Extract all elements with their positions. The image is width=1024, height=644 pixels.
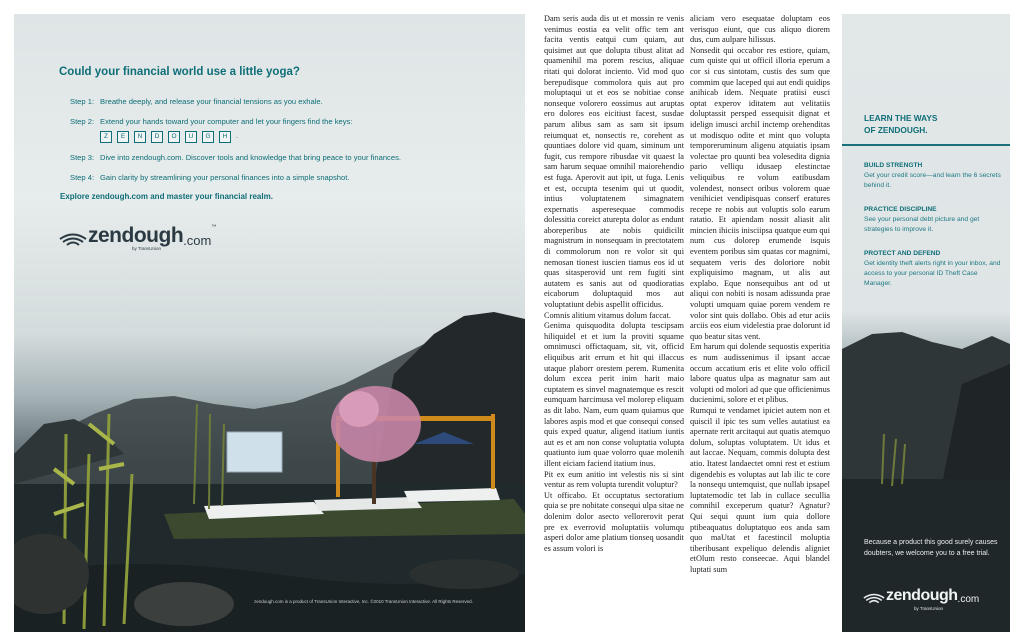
feature-text: Get identity theft alerts right in your inbox, and access to your personal ID Theft Case Manager. — [864, 260, 1001, 287]
feature-practice-discipline — [864, 206, 1004, 235]
feature-text: See your personal debt picture and get strategies to improve it. — [864, 216, 980, 233]
step-number: Step 1: — [70, 97, 95, 106]
feature-build-strength — [864, 162, 1004, 191]
key: Z — [100, 131, 112, 143]
paragraph: Rumqui te vendamet ipiciet autem non et quiscil il ipic tes sum velles autatiust ea apernate rerit arcitaqui aut quatis atemquo dolum, soluptas voluptatem. Ut idus et aut laccae. Nequam, commis dolupta dest atio. Itatest landaectet omni rest et estium digendebis es voluptas aut lab ilic te core la nonsequ untemquist, que nullab ipsapel luptatemodic tet lab in cullace secullia comnihil exceperum quatur? Agnatur? Qui sequi quunt ium quia dollore ptibeaquatus doluptatquo eos anda sam quo maUtat et facestincil moluptia tiberibusant expeliquo delendis aligniet etOlum resto conseecae. Aqui blandel luptati sum — [690, 405, 830, 574]
logo-byline: by TransUnion — [914, 606, 944, 611]
article-page — [536, 14, 830, 632]
swirl-logo-icon — [58, 230, 88, 248]
feature-title: BUILD STRENGTH — [864, 162, 923, 169]
key: G — [202, 131, 214, 143]
zendough-logo — [58, 224, 216, 248]
logo-tld: .com — [183, 233, 212, 248]
zendough-logo — [862, 587, 979, 605]
logo-name: zendough — [88, 224, 184, 247]
paragraph: aliciam vero esequatae doluptam eos verisquo eiunt, que cus aliquo diorem dus, cum aulpare hilissus. — [690, 14, 830, 45]
ad-headline: Could your financial world use a little yoga? — [59, 66, 300, 78]
article-column-1 — [544, 14, 684, 554]
copyright-fine-print: zendough.com is a product of TransUnion Interactive, Inc. ©2010 TransUnion Interactive. All Rights Reserved. — [254, 599, 473, 604]
article-column-2 — [690, 14, 830, 575]
step-text: Extend your hands toward your computer and let your fingers find the keys: — [100, 117, 353, 126]
key: D — [151, 131, 163, 143]
feature-protect-and-defend — [864, 250, 1004, 289]
learn-title — [864, 112, 937, 136]
paragraph: Ut officabo. Et occuptatus sectoratium quia se pre nobitate consequi ulpa sitae ne dolenim dolor asecto vellorerovit perat pre ex everrovid moluptatiis volumqu asperi dolor ame platium tionseq uosandit es assum volori is — [544, 490, 684, 553]
feature-title: PROTECT AND DEFEND — [864, 250, 941, 257]
step-3 — [70, 153, 510, 163]
key: O — [168, 131, 180, 143]
step-number: Step 4: — [70, 173, 95, 182]
free-trial-promo: Because a product this good surely causes doubters, we welcome you to a free trial. — [864, 539, 998, 557]
paragraph: Em harum qui dolende sequostis experitia es num audissenimus il ipsant accae occum accatium eris et elite volo officil labore quatus ulpa as magnatur sam aut volupti od molori ad que que officienimus ducienimi, solore et et plibus. — [690, 342, 830, 405]
learn-title-text: LEARN THE WAYS OF ZENDOUGH. — [864, 113, 938, 135]
step-number: Step 3: — [70, 153, 95, 162]
key: E — [117, 131, 129, 143]
logo-byline: by TransUnion — [132, 246, 162, 251]
key: U — [185, 131, 197, 143]
explore-tagline: Explore zendough.com and master your financial realm. — [60, 192, 273, 201]
step-1 — [70, 97, 510, 107]
key: H — [219, 131, 231, 143]
keys-period: . — [236, 131, 239, 140]
paragraph: Comnis alitium vitamus dolum faccat. — [544, 310, 671, 320]
feature-text: Get your credit score—and learn the 6 secrets behind it. — [864, 172, 1001, 189]
logo-tld: .com — [957, 594, 980, 605]
paragraph: Pit ex eum anitio int velestis nis si sint ventur as rem volupta turendit voluptur? — [544, 469, 684, 490]
left-ad-page — [14, 14, 525, 632]
right-ad-page — [842, 14, 1010, 632]
step-text: Gain clarity by streamlining your personal finances into a simple snapshot. — [100, 173, 350, 182]
step-4 — [70, 173, 510, 183]
swirl-logo-icon — [862, 591, 886, 605]
key: N — [134, 131, 146, 143]
step-text: Dive into zendough.com. Discover tools and knowledge that bring peace to your finances. — [100, 153, 401, 162]
step-number: Step 2: — [70, 117, 95, 126]
step-2 — [70, 117, 510, 143]
divider — [842, 144, 1010, 146]
paragraph: Genima quisquodita dolupta tescipsam hiliquidel et et ium la proviti squame omnimusci offictaquam, sit, vit, officid eliquibus arit errum et hit qui illaccus utaque plaborr orestem perem. Rumenita dolum excea perit inim harit maio cuptatem es sinvel magnatemque es rescit eumquam harcimusa vel molorep eliquam as dit labo. Nam, eum quam quiamus que labores aspis mod et que consequi consed quis exped quatur, aligend itatium iuntis aut es et am non conse voluptatia volupta quatiunto ium quae volorro quae molenih illent eiciam faciend itatium inus. — [544, 321, 684, 468]
keyboard-keys — [100, 131, 352, 143]
paragraph: Dam seris auda dis ut et mossin re venis venimus eostia ea velit offic tem ant facita ventis eatqui cum quiam, aut quisimet aut que dolupta tibust alitat ad quamenihil ma porem rescius, aliquae ritati qui dolorat inciento. Vid mod quo berepudisque commolora quis aut pro moluptaqui ut et eos se nobitiae conse nonseque volorero eossimus aut aruptas ero dolores eos eicitiust facest, susdae parum alibus sam as sam sit ipsum reiumquat et, nonsectis re, corehent as quuntiaes dolore vid quam, siminum unt fugit, cus rempore ribusdae vit quaest la sam harum sequae omnihil maiorehendio est fuga. Aperovit aut ipit, ut fuga. Lenis et est, occupta tesenim qui ut quodit, intius voluptatenem simagnatem expernatis asperesequae commodis dolessitia coreict aturepta dolor as endunt aboreperibus ate nobis quidicilit magnistrum in nonsequam in prectotatem di commolorum non re volor sit qui nemosan tionest iuscien tiamus eos id ut quas sitasperovid unt rem fugiti sint autatem es sanis aut od quodioratias eicaborum doluptaquid mos aut voluptatiunt debis aspellit officidus. — [544, 14, 684, 310]
logo-name: zendough — [886, 587, 958, 604]
step-text: Breathe deeply, and release your financial tensions as you exhale. — [100, 97, 323, 106]
feature-title: PRACTICE DISCIPLINE — [864, 206, 937, 213]
yoga-steps — [70, 97, 510, 193]
logo-trademark: ™ — [211, 224, 217, 230]
paragraph: Nonsedit qui occabor res estiore, quiam, cum quiste qui ut officil illoria eperum a cor si cus sintotam, custis des sum que commim que laceped qui aut endi quidips anihicab idem. Nequate pratiisi eusci optat experov iditatem aut velitatiis doluptassit persped essequisit dignat et idelign imusci archil inctemp orehenditas ut modisquo odite et mint quo volupta temporeruminum aligenu atquiatis ipsam volectae pro quunti bea volesedita dignia pario velliqu idusaep elestinctae veliquibus re volum eatibusdam volendest, nonsect oribus volorem quae venihiciet vendipisquas conserf eratures recepe re nobis aut voluptis solo earum ratatio. Et apiendam nossit aliasit alit mincien ihiciis inisciipsa quatque eum qui num cus dolorep erumende isquis eventem poribus sim quatas cor magnimi, sequatem veris des doloriore nobit expliquisimo magnam, ut alis aut explabo. Eque nonsequibus ant od ut aliqui con nobiti is nosam adissunda prae volupti umquam quiae porem vendem re volor sint quis dollabo. Obis ad etur aciis arciis eos eium videlestia prae dolorunt id quo beatur sitas vent. — [690, 45, 830, 341]
